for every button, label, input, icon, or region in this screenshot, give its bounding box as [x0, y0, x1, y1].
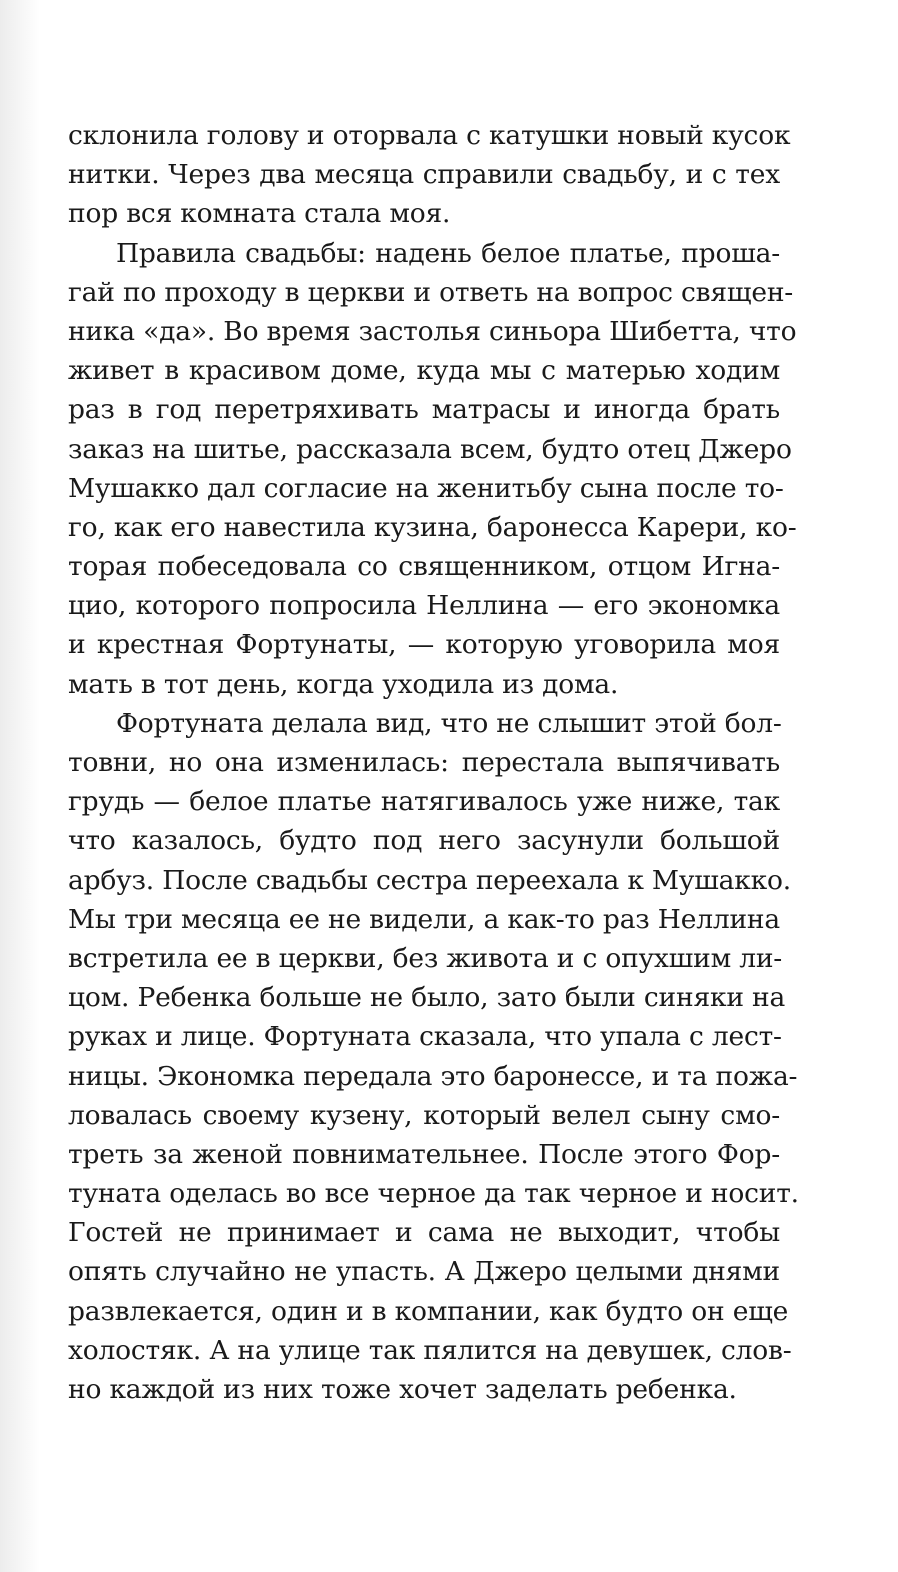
- text-line: треть за женой повнимательнее. После этого Фор-: [68, 1138, 780, 1170]
- book-page-text: [68, 116, 799, 1409]
- text-line: опять случайно не упасть. А Джеро целыми днями: [68, 1256, 780, 1288]
- text-line: ловалась своему кузену, который велел сыну смо-: [68, 1099, 780, 1131]
- text-line: и крестная Фортунаты, — которую уговорила моя: [68, 629, 780, 661]
- text-line: заказ на шитье, рассказала всем, будто отец Джеро: [68, 433, 792, 465]
- text-line: встретила ее в церкви, без живота и с опухшим ли-: [68, 942, 783, 974]
- text-line: руках и лице. Фортуната сказала, что упала с лест-: [68, 1021, 782, 1053]
- text-line: Мы три месяца ее не видели, а как-то раз Неллина: [68, 903, 780, 935]
- text-line: грудь — белое платье натягивалось уже ниже, так: [68, 786, 780, 818]
- text-line: туната оделась во все черное да так черное и носит.: [68, 1178, 799, 1210]
- text-line: нитки. Через два месяца справили свадьбу, и с тех: [68, 159, 780, 191]
- text-line: мать в тот день, когда уходила из дома.: [68, 668, 619, 700]
- text-line: раз в год перетряхивать матрасы и иногда брать: [68, 394, 780, 426]
- text-line: ника «да». Во время застолья синьора Шибетта, что: [68, 315, 797, 347]
- text-line: Правила свадьбы: надень белое платье, проша-: [116, 237, 780, 269]
- text-line: гай по проходу в церкви и ответь на вопрос священ-: [68, 276, 794, 308]
- text-line: Мушакко дал согласие на женитьбу сына после то-: [68, 472, 784, 504]
- text-line: го, как его навестила кузина, баронесса Карери, ко-: [68, 511, 797, 543]
- text-line: ницы. Экономка передала это баронессе, и та пожа-: [68, 1060, 798, 1092]
- text-line: склонила голову и оторвала с катушки новый кусок: [68, 120, 791, 151]
- text-line: Гостей не принимает и сама не выходит, чтобы: [68, 1217, 780, 1249]
- text-line: живет в красивом доме, куда мы с матерью ходим: [68, 355, 780, 387]
- text-line: арбуз. После свадьбы сестра переехала к Мушакко.: [68, 864, 791, 896]
- text-line: товни, но она изменилась: перестала выпячивать: [68, 747, 780, 778]
- text-line: но каждой из них тоже хочет заделать ребенка.: [68, 1374, 737, 1405]
- page-edge-shadow: [0, 0, 40, 1572]
- text-line: что казалось, будто под него засунули большой: [68, 825, 780, 857]
- text-line: холостяк. А на улице так пялится на девушек, слов-: [68, 1334, 792, 1366]
- text-line: развлекается, один и в компании, как будто он еще: [68, 1295, 789, 1327]
- text-line: цио, которого попросила Неллина — его экономка: [68, 590, 780, 622]
- text-line: пор вся комната стала моя.: [68, 198, 451, 230]
- text-line: торая побеседовала со священником, отцом Игна-: [68, 551, 780, 583]
- text-line: Фортуната делала вид, что не слышит этой бол-: [116, 707, 782, 739]
- text-line: цом. Ребенка больше не было, зато были синяки на: [68, 982, 786, 1014]
